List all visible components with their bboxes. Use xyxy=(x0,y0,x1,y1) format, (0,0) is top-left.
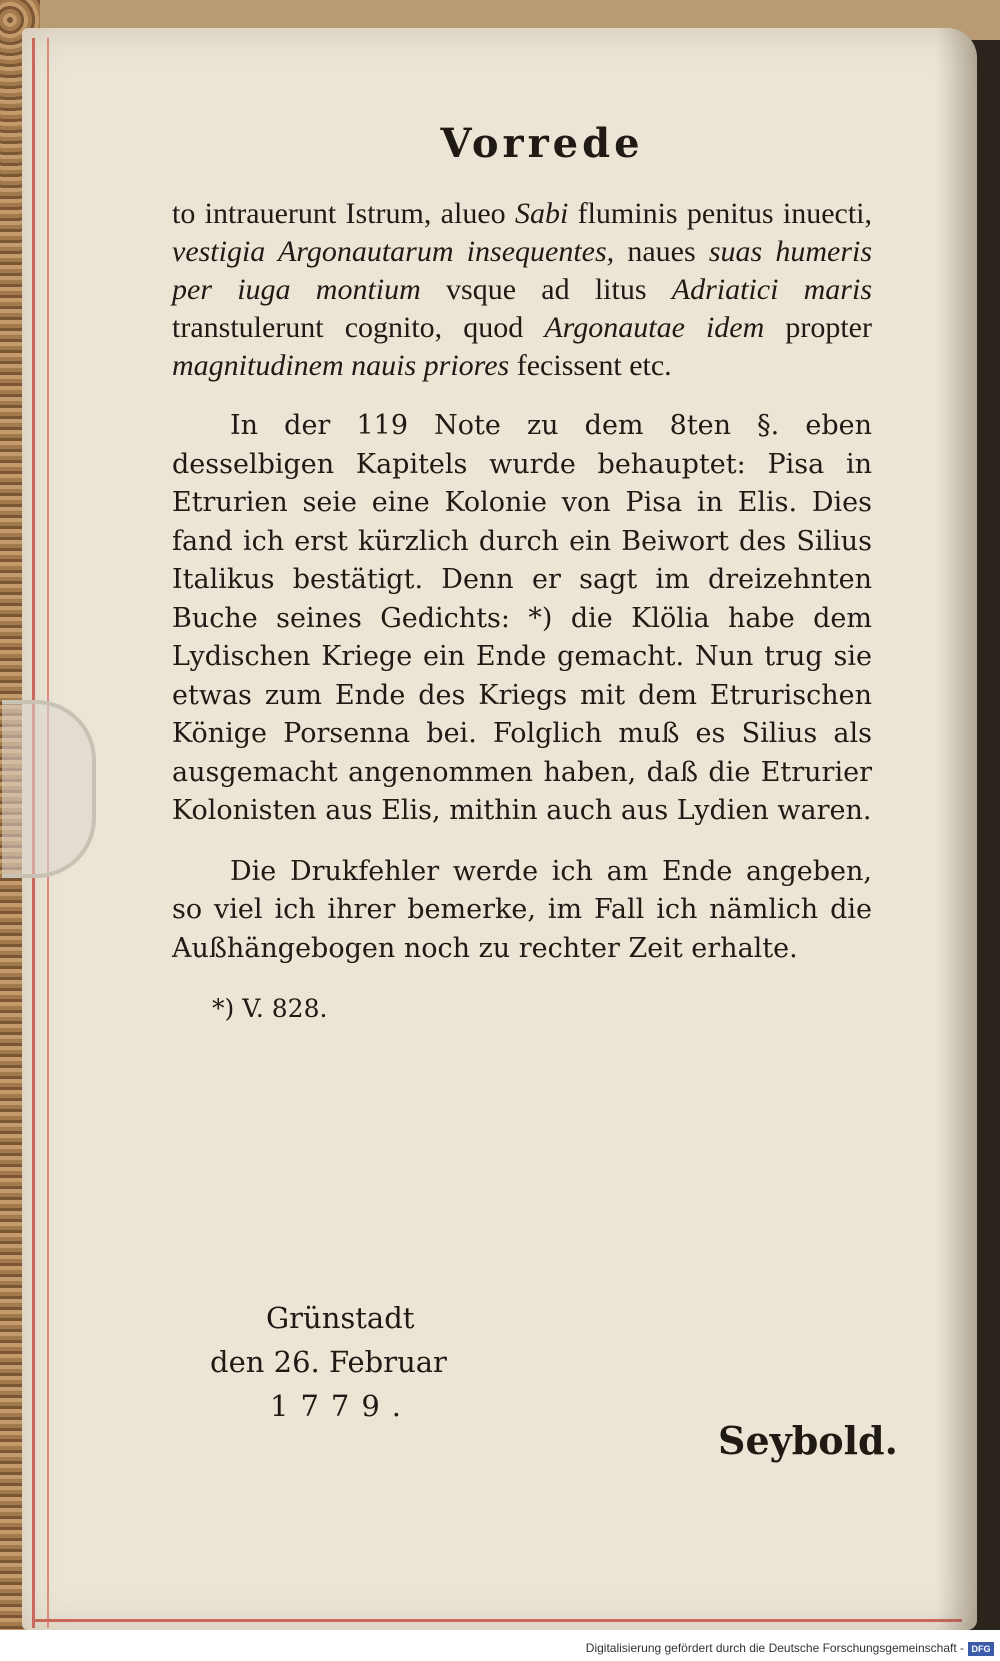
latin-text: fecissent etc. xyxy=(509,349,672,382)
footer-credit: Digitalisierung gefördert durch die Deutsche Forschungsgemeinschaft - xyxy=(585,1641,964,1655)
latin-text: fluminis penitus inuecti, xyxy=(568,197,872,230)
latin-italic: suas humeris per iuga montium xyxy=(172,235,873,306)
date-line: den 26. Februar xyxy=(210,1345,447,1379)
latin-italic: vestigia Argonautarum insequentes, xyxy=(172,235,615,268)
latin-italic: Adriatici maris xyxy=(671,273,872,306)
latin-text: naues xyxy=(614,235,709,268)
running-header: Vorrede xyxy=(440,120,644,167)
paragraph-errata: Die Drukfehler werde ich am Ende angeben, so viel ich ihrer bemerke, im Fall ich nämlich die Außhängebogen noch zu rechter Zeit erhalte. xyxy=(172,855,872,964)
page-curl-shadow xyxy=(937,28,977,1630)
paragraph-note-119: In der 119 Note zu dem 8ten §. eben desselbigen Kapitels wurde behauptet: Pisa in Etrurien seie eine Kolonie von Pisa in Elis. Dies fand ich erst kürzlich durch ein Beiwort des Silius Italikus bestätigt. Denn er sagt im dreizehnten Buche seines Gedichts: *) die Klölia habe dem Lydischen Kriege ein Ende gemacht. Nun trug sie etwas zum Ende des Kriegs mit dem Etrurischen Könige Porsenna bei. Folglich muß es Silius als ausgemacht angenommen haben, daß die Etrurier Kolonisten aus Elis, mithin auch aus Lydien waren. xyxy=(172,410,872,826)
year-line: 1779. xyxy=(270,1389,414,1423)
place-line: Grünstadt xyxy=(266,1301,415,1335)
latin-italic: Sabi xyxy=(514,197,569,230)
footer-bar xyxy=(0,1630,1000,1661)
latin-text: to intrauerunt Istrum, alueo xyxy=(172,197,515,230)
place-date-block xyxy=(210,1296,447,1428)
page-text xyxy=(172,120,872,1023)
signature: Seybold. xyxy=(718,1418,898,1463)
red-page-edge-bottom xyxy=(32,1613,962,1622)
latin-italic: Argonautae idem xyxy=(544,311,765,344)
dfg-logo-icon: DFG xyxy=(968,1642,994,1656)
page-clip xyxy=(2,700,96,878)
latin-italic: magnitudinem nauis priores xyxy=(172,349,510,382)
latin-text: vsque ad litus xyxy=(420,273,672,306)
latin-text: propter xyxy=(764,311,872,344)
latin-text: transtulerunt cognito, quod xyxy=(172,311,545,344)
latin-paragraph xyxy=(172,195,872,385)
footnote: *) V. 828. xyxy=(212,994,328,1023)
